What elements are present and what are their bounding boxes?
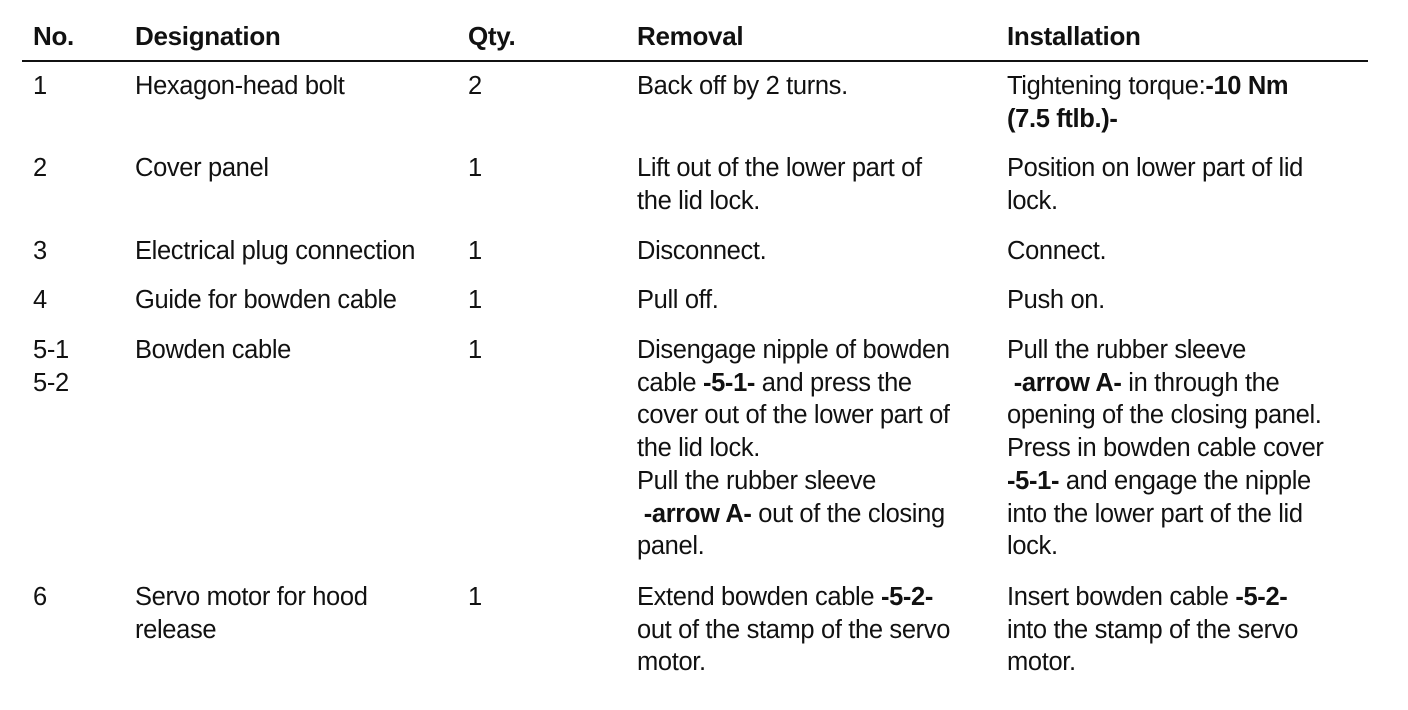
cell-removal: Disengage nipple of bowden cable -5-1- and press the cover out of the lower part of the lid lock. Pull the rubber sleeve -arrow A- out of the closing panel.	[637, 336, 950, 561]
table-header	[0, 0, 1408, 63]
cell-designation: Bowden cable	[135, 336, 291, 364]
cell-removal: Pull off.	[637, 286, 719, 314]
cell-no: 4	[33, 286, 47, 314]
cell-installation: Pull the rubber sleeve -arrow A- in through the opening of the closing panel. Press in bowden cable cover -5-1- and engage the nipple into the lower part of the lid lock.	[1007, 336, 1324, 561]
cell-qty: 1	[468, 237, 482, 265]
cell-qty: 1	[468, 154, 482, 182]
cell-no: 2	[33, 154, 47, 182]
cell-installation: Connect.	[1007, 237, 1107, 265]
cell-designation: Servo motor for hood release	[135, 583, 368, 644]
cell-installation: Insert bowden cable -5-2- into the stamp of the servo motor.	[1007, 583, 1299, 677]
cell-no: 3	[33, 237, 47, 265]
cell-qty: 1	[468, 286, 482, 314]
cell-designation: Guide for bowden cable	[135, 286, 397, 314]
header-qty: Qty.	[468, 21, 516, 51]
cell-removal: Back off by 2 turns.	[637, 72, 848, 100]
cell-installation: Position on lower part of lid lock.	[1007, 154, 1304, 215]
header-no: No.	[33, 21, 74, 51]
cell-installation: Tightening torque:-10 Nm (7.5 ftlb.)-	[1007, 72, 1289, 133]
cell-installation: Push on.	[1007, 286, 1105, 314]
cell-designation: Cover panel	[135, 154, 269, 182]
header-rule	[22, 60, 1368, 62]
cell-qty: 1	[468, 336, 482, 364]
cell-no: 5-1 5-2	[33, 336, 69, 397]
header-designation: Designation	[135, 21, 281, 51]
cell-no: 6	[33, 583, 47, 611]
cell-qty: 1	[468, 583, 482, 611]
header-installation: Installation	[1007, 21, 1141, 51]
cell-designation: Hexagon-head bolt	[135, 72, 345, 100]
cell-removal: Lift out of the lower part of the lid lock.	[637, 154, 922, 215]
cell-removal: Extend bowden cable -5-2- out of the stamp of the servo motor.	[637, 583, 951, 677]
cell-qty: 2	[468, 72, 482, 100]
cell-removal: Disconnect.	[637, 237, 767, 265]
header-removal: Removal	[637, 21, 744, 51]
cell-designation: Electrical plug connection	[135, 237, 416, 265]
cell-no: 1	[33, 72, 47, 100]
